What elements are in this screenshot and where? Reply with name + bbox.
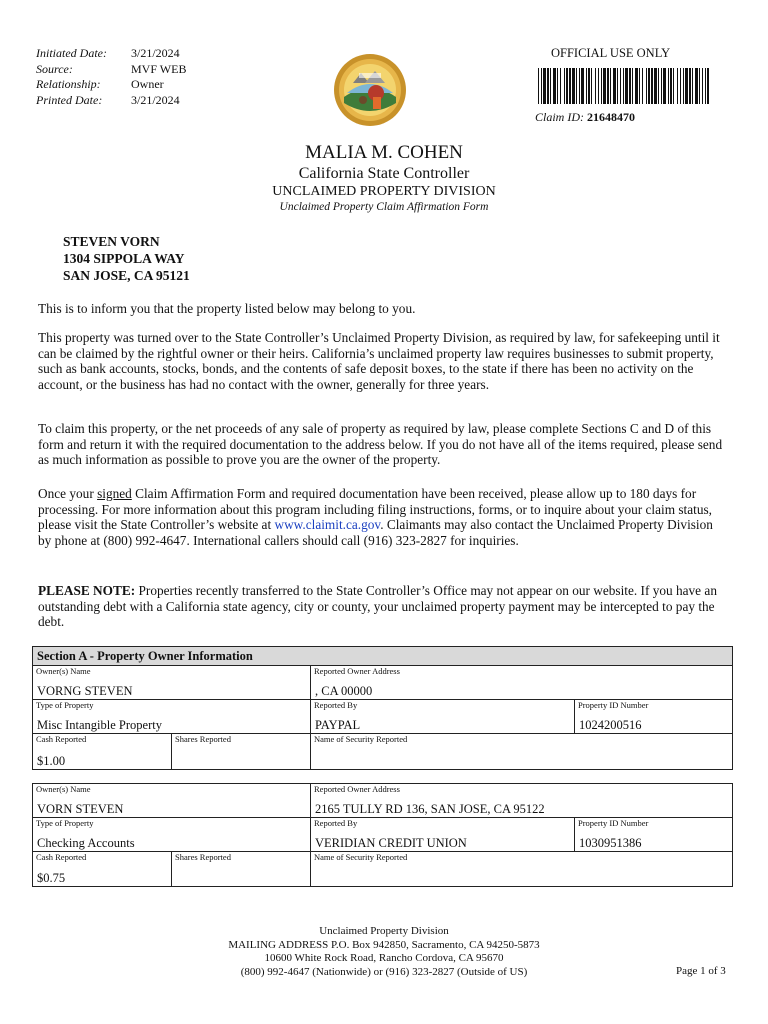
- property-paragraph: This property was turned over to the State Controller’s Unclaimed Property Division, as required by law, for safekeeping until it can be claimed by the rightful owner or their heirs. California’s unclaimed property law requires businesses to submit property, such as bank accounts, stocks, bonds, and the contents of safe deposit boxes, to the state if there has been no activity on the account, or the business has had no contact with the owner, generally for three years.: [38, 330, 720, 392]
- owner-address-value: 2165 TULLY RD 136, SAN JOSE, CA 95122: [315, 802, 545, 816]
- security-name-cell: [311, 734, 732, 769]
- property-type-label: Type of Property: [36, 818, 94, 828]
- relationship-label: Relationship:: [36, 77, 101, 91]
- reported-by-value: VERIDIAN CREDIT UNION: [315, 836, 467, 850]
- owner-name-label: Owner(s) Name: [36, 666, 91, 676]
- footer-mailing-address: MAILING ADDRESS P.O. Box 942850, Sacramento, CA 94250-5873: [228, 938, 540, 951]
- footer-phone: (800) 992-4647 (Nationwide) or (916) 323-2827 (Outside of US): [240, 965, 528, 978]
- processing-text-b: Claim Affirmation Form and required documentation have been received, please allow up to 180 days for processing. For more information about this program including filing instructions, forms, or to inquire about your claim status, please visit the State Controller’s website at: [38, 486, 712, 533]
- security-name-cell: [311, 852, 732, 886]
- please-note-text: Properties recently transferred to the State Controller’s Office may not appear on our website. If you have an outstanding debt with a California state agency, city or county, your unclaimed property payment may be intercepted to pay the debt.: [38, 583, 717, 630]
- intro-paragraph: This is to inform you that the property listed below may belong to you.: [38, 301, 416, 316]
- cash-reported-cell: [33, 734, 172, 769]
- document-metadata: [36, 46, 186, 108]
- recipient-street: 1304 SIPPOLA WAY: [63, 251, 185, 266]
- property-type-cell: [33, 700, 311, 734]
- state-seal-icon: [333, 53, 407, 127]
- cash-reported-value: $1.00: [37, 754, 66, 768]
- owner-name-value: VORNG STEVEN: [37, 684, 133, 698]
- cash-reported-label: Cash Reported: [36, 852, 87, 862]
- reported-by-cell: [311, 818, 575, 852]
- printed-date-value: 3/21/2024: [131, 92, 180, 107]
- signed-emphasis: signed: [97, 486, 132, 501]
- reported-by-label: Reported By: [314, 700, 358, 710]
- page-number: Page 1 of 3: [676, 965, 726, 977]
- owner-address-label: Reported Owner Address: [314, 784, 400, 794]
- owner-address-cell: [311, 666, 732, 700]
- please-note-paragraph: [38, 583, 728, 630]
- shares-reported-cell: [172, 852, 311, 886]
- mailing-footer: [0, 925, 768, 979]
- owner-name-value: VORN STEVEN: [37, 802, 124, 816]
- property-type-label: Type of Property: [36, 700, 94, 710]
- please-note-label: PLEASE NOTE:: [38, 583, 136, 598]
- claim-instructions-paragraph: To claim this property, or the net proceeds of any sale of property as required by law, please complete Sections C and D of this form and return it with the required documentation to the address below. If you do not have all of the items required, please send as much information as possible to prove you are the owner of the property.: [38, 421, 723, 468]
- footer-division: Unclaimed Property Division: [319, 925, 449, 937]
- owner-name-label: Owner(s) Name: [36, 784, 91, 794]
- source-value: MVF WEB: [131, 61, 187, 76]
- property-record-table-1: [32, 646, 733, 770]
- owner-address-cell: [311, 784, 732, 818]
- owner-name-cell: [33, 666, 311, 700]
- section-a-heading: Section A - Property Owner Information: [33, 647, 732, 666]
- relationship-value: Owner: [131, 77, 164, 91]
- initiated-date-label: Initiated Date:: [36, 46, 107, 60]
- property-id-cell: [575, 818, 732, 852]
- property-id-value: 1030951386: [579, 836, 642, 850]
- form-title: Unclaimed Property Claim Affirmation Form: [279, 201, 489, 213]
- shares-reported-label: Shares Reported: [175, 734, 231, 744]
- shares-reported-cell: [172, 734, 311, 769]
- controller-name: MALIA M. COHEN: [305, 142, 463, 163]
- initiated-date-value: 3/21/2024: [131, 46, 180, 60]
- reported-by-label: Reported By: [314, 818, 358, 828]
- property-id-cell: [575, 700, 732, 734]
- owner-address-value: , CA 00000: [315, 684, 373, 698]
- footer-street-address: 10600 White Rock Road, Rancho Cordova, CA 95670: [264, 952, 504, 964]
- shares-reported-label: Shares Reported: [175, 852, 231, 862]
- source-label: Source:: [36, 61, 73, 76]
- barcode-icon: [538, 68, 709, 104]
- claim-id-value: 21648470: [587, 110, 635, 124]
- security-name-label: Name of Security Reported: [314, 734, 408, 744]
- reported-by-cell: [311, 700, 575, 734]
- recipient-address: [63, 233, 190, 284]
- claimit-website-link[interactable]: www.claimit.ca.gov: [274, 517, 381, 533]
- security-name-label: Name of Security Reported: [314, 852, 408, 862]
- printed-date-label: Printed Date:: [36, 92, 103, 107]
- property-type-value: Checking Accounts: [37, 836, 135, 850]
- reported-by-value: PAYPAL: [315, 718, 361, 732]
- recipient-city: SAN JOSE, CA 95121: [63, 268, 190, 283]
- property-id-value: 1024200516: [579, 718, 642, 732]
- claim-id: [535, 110, 635, 125]
- cash-reported-cell: [33, 852, 172, 886]
- owner-name-cell: [33, 784, 311, 818]
- cash-reported-label: Cash Reported: [36, 734, 87, 744]
- letter-heading: [0, 142, 768, 214]
- claim-id-label: Claim ID:: [535, 110, 584, 124]
- owner-address-label: Reported Owner Address: [314, 666, 400, 676]
- processing-paragraph: [38, 486, 728, 548]
- division-title: UNCLAIMED PROPERTY DIVISION: [272, 184, 496, 199]
- official-use-label: OFFICIAL USE ONLY: [551, 46, 671, 60]
- office-title: California State Controller: [298, 165, 470, 182]
- property-record-table-2: [32, 783, 733, 887]
- recipient-name: STEVEN VORN: [63, 234, 160, 249]
- property-id-label: Property ID Number: [578, 700, 649, 710]
- property-id-label: Property ID Number: [578, 818, 649, 828]
- property-type-cell: [33, 818, 311, 852]
- property-type-value: Misc Intangible Property: [37, 718, 162, 732]
- cash-reported-value: $0.75: [37, 871, 66, 885]
- processing-text-a: Once your: [38, 486, 98, 501]
- processing-text-c: . Claimants may also contact the Unclaimed Property Division by phone at (800) 992-4647. International callers should call (916) 323-2827 for inquiries.: [38, 517, 713, 548]
